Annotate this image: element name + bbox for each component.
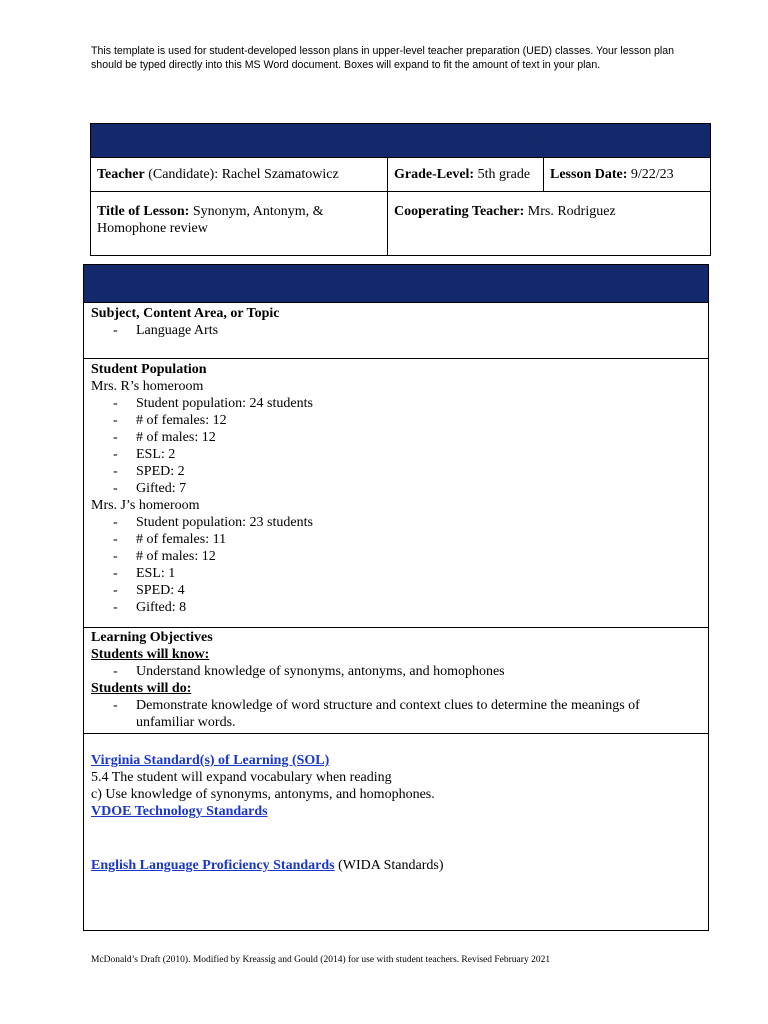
subject-heading: Subject, Content Area, or Topic bbox=[91, 306, 280, 321]
lesson-title-cell[interactable] bbox=[91, 192, 388, 256]
sol-line-1: 5.4 The student will expand vocabulary when reading bbox=[91, 770, 392, 785]
list-item: - Gifted: 8 bbox=[113, 599, 701, 616]
sol-line-2: c) Use knowledge of synonyms, antonyms, and homophones. bbox=[91, 787, 435, 802]
list-item: - Language Arts bbox=[113, 322, 701, 339]
homeroom-r-label: Mrs. R’s homeroom bbox=[91, 379, 204, 394]
footer-citation: McDonald’s Draft (2010). Modified by Kreassig and Gould (2014) for use with student teachers. Revised February 2021 bbox=[91, 955, 551, 965]
list-item: - Understand knowledge of synonyms, antonyms, and homophones bbox=[113, 663, 701, 680]
list-item: - SPED: 2 bbox=[113, 463, 701, 480]
list-item: - Student population: 24 students bbox=[113, 395, 701, 412]
homeroom-r-list bbox=[91, 395, 701, 497]
do-list bbox=[91, 697, 701, 731]
cooperating-teacher-label: Cooperating Teacher: bbox=[394, 204, 525, 219]
grade-cell[interactable] bbox=[388, 158, 544, 192]
list-item: - Demonstrate knowledge of word structure and context clues to determine the meanings of unfamiliar words. bbox=[113, 697, 701, 731]
list-item: - Student population: 23 students bbox=[113, 514, 701, 531]
cooperating-teacher-value: Mrs. Rodriguez bbox=[524, 204, 616, 219]
know-list bbox=[91, 663, 701, 680]
core-components-title: Core Components bbox=[84, 265, 709, 303]
teacher-value: Rachel Szamatowicz bbox=[221, 167, 339, 182]
teacher-qualifier: (Candidate): bbox=[144, 167, 222, 182]
teacher-label: Teacher bbox=[97, 167, 145, 182]
standards-cell[interactable] bbox=[84, 734, 709, 931]
student-population-cell[interactable] bbox=[84, 359, 709, 628]
date-label: Lesson Date: bbox=[550, 167, 628, 182]
lesson-title-label: Title of Lesson: bbox=[97, 204, 190, 219]
intro-text: This template is used for student-developed lesson plans in upper-level teacher preparation (UED) classes. Your lesson plan should be typed directly into this MS Word document. Boxes will expand to fit the amount of text in your plan. bbox=[91, 45, 674, 71]
list-item: - # of males: 12 bbox=[113, 429, 701, 446]
elp-suffix: (WIDA Standards) bbox=[334, 858, 444, 873]
subject-cell[interactable] bbox=[84, 303, 709, 359]
date-value: 9/22/23 bbox=[627, 167, 674, 182]
list-item: - ESL: 1 bbox=[113, 565, 701, 582]
sol-link[interactable]: Virginia Standard(s) of Learning (SOL) bbox=[91, 753, 330, 768]
homeroom-j-list bbox=[91, 514, 701, 616]
grade-label: Grade-Level: bbox=[394, 167, 475, 182]
lesson-plan-title: Level II - Teacher Ed Lesson Plan Template (UED Courses) bbox=[91, 124, 711, 158]
teacher-cell[interactable] bbox=[91, 158, 388, 192]
lesson-title-value: Synonym, Antonym, & Homophone review bbox=[97, 204, 324, 236]
elp-standards-link[interactable]: English Language Proficiency Standards bbox=[91, 858, 335, 873]
population-heading: Student Population bbox=[91, 362, 207, 377]
date-cell[interactable] bbox=[544, 158, 711, 192]
homeroom-j-label: Mrs. J’s homeroom bbox=[91, 498, 200, 513]
list-item: - Gifted: 7 bbox=[113, 480, 701, 497]
students-will-know-label: Students will know: bbox=[91, 647, 210, 662]
learning-objectives-cell[interactable] bbox=[84, 628, 709, 734]
students-will-do-label: Students will do: bbox=[91, 681, 192, 696]
list-item: - # of males: 12 bbox=[113, 548, 701, 565]
list-item: - # of females: 12 bbox=[113, 412, 701, 429]
core-components-table bbox=[83, 264, 709, 931]
list-item: - SPED: 4 bbox=[113, 582, 701, 599]
cooperating-teacher-cell[interactable] bbox=[388, 192, 711, 256]
objectives-heading: Learning Objectives bbox=[91, 630, 213, 645]
list-item: - # of females: 11 bbox=[113, 531, 701, 548]
list-item: - ESL: 2 bbox=[113, 446, 701, 463]
lesson-info-table bbox=[90, 123, 711, 256]
grade-value: 5th grade bbox=[474, 167, 531, 182]
subject-list bbox=[91, 322, 701, 339]
vdoe-technology-link[interactable]: VDOE Technology Standards bbox=[91, 804, 268, 819]
